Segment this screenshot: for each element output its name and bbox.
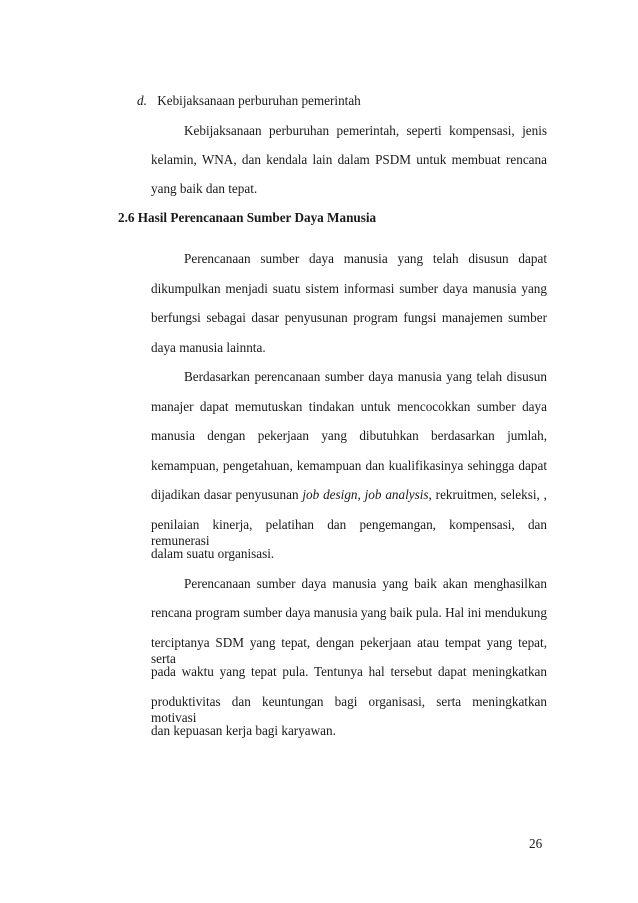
page-number: 26: [529, 836, 543, 851]
paragraph-line: manajer dapat memutuskan tindakan untuk mencocokkan sumber daya: [151, 399, 547, 414]
italic-term: job design, job analysis: [302, 487, 429, 502]
list-marker: d.: [137, 93, 147, 108]
paragraph-line: dan kepuasan kerja bagi karyawan.: [151, 723, 336, 738]
paragraph-line: Kebijaksanaan perburuhan pemerintah, seperti kompensasi, jenis: [184, 123, 547, 138]
text-segment: dijadikan dasar penyusunan: [151, 487, 303, 502]
text-segment: , rekruitmen, seleksi, ,: [428, 487, 547, 502]
paragraph-line: Berdasarkan perencanaan sumber daya manusia yang telah disusun: [184, 369, 547, 384]
paragraph-line: yang baik dan tepat.: [151, 181, 258, 196]
paragraph-line: kelamin, WNA, dan kendala lain dalam PSDM untuk membuat rencana: [151, 152, 547, 167]
paragraph-line: manusia dengan pekerjaan yang dibutuhkan berdasarkan jumlah,: [151, 428, 547, 443]
paragraph-line: produktivitas dan keuntungan bagi organisasi, serta meningkatkan motivasi: [151, 694, 547, 725]
paragraph-line: dalam suatu organisasi.: [151, 546, 275, 561]
list-item-title: Kebijaksanaan perburuhan pemerintah: [157, 93, 361, 108]
paragraph-line: berfungsi sebagai dasar penyusunan program fungsi manajemen sumber: [151, 310, 547, 325]
paragraph-line: dikumpulkan menjadi suatu sistem informasi sumber daya manusia yang: [151, 281, 547, 296]
paragraph-line: rencana program sumber daya manusia yang baik pula. Hal ini mendukung: [151, 605, 547, 620]
paragraph-line: terciptanya SDM yang tepat, dengan pekerjaan atau tempat yang tepat, serta: [151, 635, 547, 666]
list-item-d: [137, 93, 361, 109]
paragraph-line: kemampuan, pengetahuan, kemampuan dan kualifikasinya sehingga dapat: [151, 458, 547, 473]
paragraph-line: penilaian kinerja, pelatihan dan pengemangan, kompensasi, dan remunerasi: [151, 517, 547, 548]
paragraph-line: Perencanaan sumber daya manusia yang telah disusun dapat: [184, 251, 547, 266]
paragraph-line: pada waktu yang tepat pula. Tentunya hal tersebut dapat meningkatkan: [151, 664, 547, 679]
paragraph-line: daya manusia lainnta.: [151, 340, 266, 355]
paragraph-line: Perencanaan sumber daya manusia yang baik akan menghasilkan: [184, 576, 547, 591]
section-heading: 2.6 Hasil Perencanaan Sumber Daya Manusia: [118, 210, 377, 225]
paragraph-line-with-italic: [151, 487, 547, 503]
